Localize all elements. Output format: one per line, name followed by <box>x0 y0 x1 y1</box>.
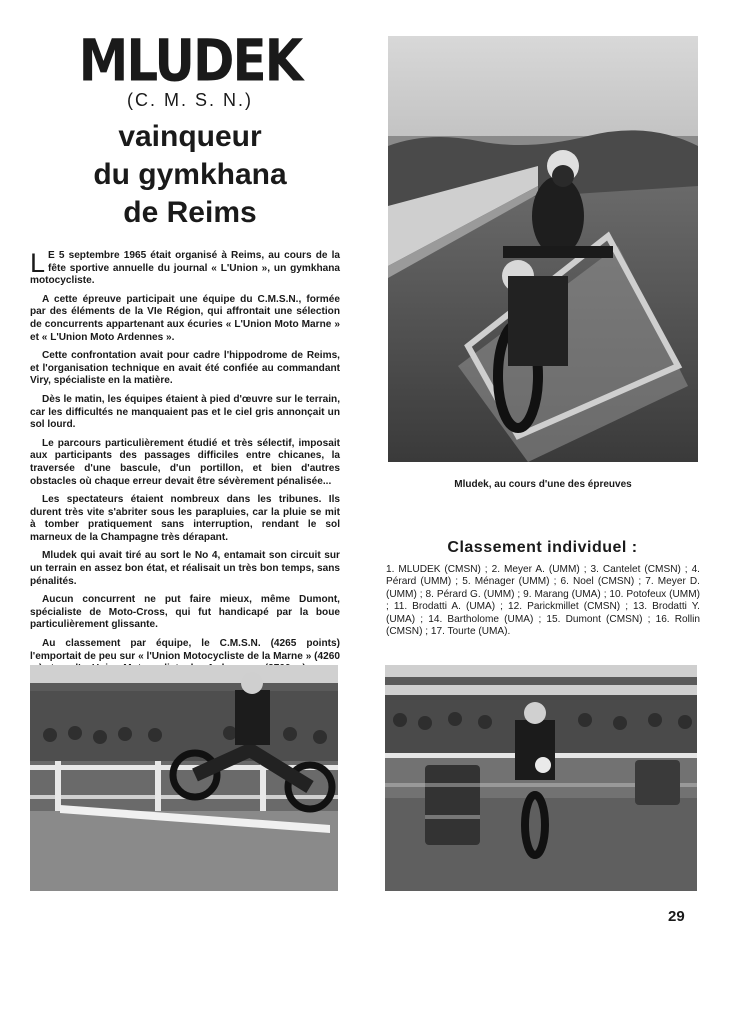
paragraph: Le parcours particulièrement étudié et très sélectif, imposait aux participants des passages difficiles entre chicanes, la traversée d'une bascule, d'un portillon, et bien d'autres obstacles où chaque erreur devait être sévèrement pénalisée... <box>30 437 340 487</box>
classement-list: 1. MLUDEK (CMSN) ; 2. Meyer A. (UMM) ; 3. Cantelet (CMSN) ; 4. Pérard (UMM) ; 5. Ménager (UMM) ; 6. Noel (CMSN) ; 7. Meyer D. (UMM) ; 8. Pérard G. (UMM) ; 9. Marang (UMA) ; 10. Potofeux (UMM) ; 11. Brodatti A. (UMA) ; 12. Parickmillet (CMSN) ; 13. Brodatti Y. (UMA) ; 14. Bartholome (UMA) ; 15. Dumont (CMSN) ; 16. Rollin (CMSN) ; 17. Tourte (UMA). <box>386 564 700 638</box>
paragraph: Les spectateurs étaient nombreux dans les tribunes. Ils durent très vite s'abriter sous les parapluies, car la pluie se mit à tomber pratiquement sans interruption, rendant le sol marneux de la Champagne très dérapant. <box>30 494 340 543</box>
club-acronym: (C. M. S. N.) <box>127 90 253 110</box>
paragraph <box>30 250 340 288</box>
paragraph: Mludek qui avait tiré au sort le No 4, entamait son circuit sur un terrain en assez bon état, et réalisait un très bon temps, sans pénalités. <box>30 550 340 587</box>
subtitle-line: vainqueur <box>118 120 262 153</box>
photo-rider-barrels <box>385 665 697 891</box>
article-subtitle <box>30 118 350 232</box>
drop-cap: L <box>30 248 46 278</box>
paragraph: Cette confrontation avait pour cadre l'hippodrome de Reims, et l'organisation technique en avait été confiée au commandant Viry, spécialiste en la matière. <box>30 350 340 387</box>
photo-rider-seesaw <box>30 665 338 891</box>
article-title: MLUDEK <box>78 27 302 95</box>
classement-title: Classement individuel : <box>447 539 638 556</box>
subtitle-line: du gymkhana <box>93 158 287 191</box>
paragraph: Au classement par équipe, le C.M.S.N. (4265 points) l'emportait de peu sur « l'Union Motocycliste de la Marne » (4260 <box>30 638 340 662</box>
paragraph-text: E 5 septembre 1965 était organisé à Reims, au cours de la fête sportive annuelle du journal « L'Union », un gymkhana motocycliste. <box>30 250 340 287</box>
page-number: 29 <box>668 908 685 925</box>
photo-rider-obstacle <box>388 36 698 462</box>
paragraph: Dès le matin, les équipes étaient à pied d'œuvre sur le terrain, car les difficultés ne manquaient pas et le ciel gris annonçait un sol lourd. <box>30 393 340 431</box>
paragraph: A cette épreuve participait une équipe du C.M.S.N., formée par des éléments de la VIe Région, qui affrontait une sélection de concurrents appartenant aux écuries « L'Union Moto Marne » et « L'Union Moto Ardennes ». <box>30 293 340 343</box>
photo-caption: Mludek, au cours d'une des épreuves <box>454 479 632 490</box>
paragraph: Aucun concurrent ne put faire mieux, même Dumont, spécialiste de Moto-Cross, qui fut handicapé par la boue particulièrement glissante. <box>30 594 340 631</box>
article-body <box>30 250 340 682</box>
subtitle-line: de Reims <box>123 196 257 229</box>
